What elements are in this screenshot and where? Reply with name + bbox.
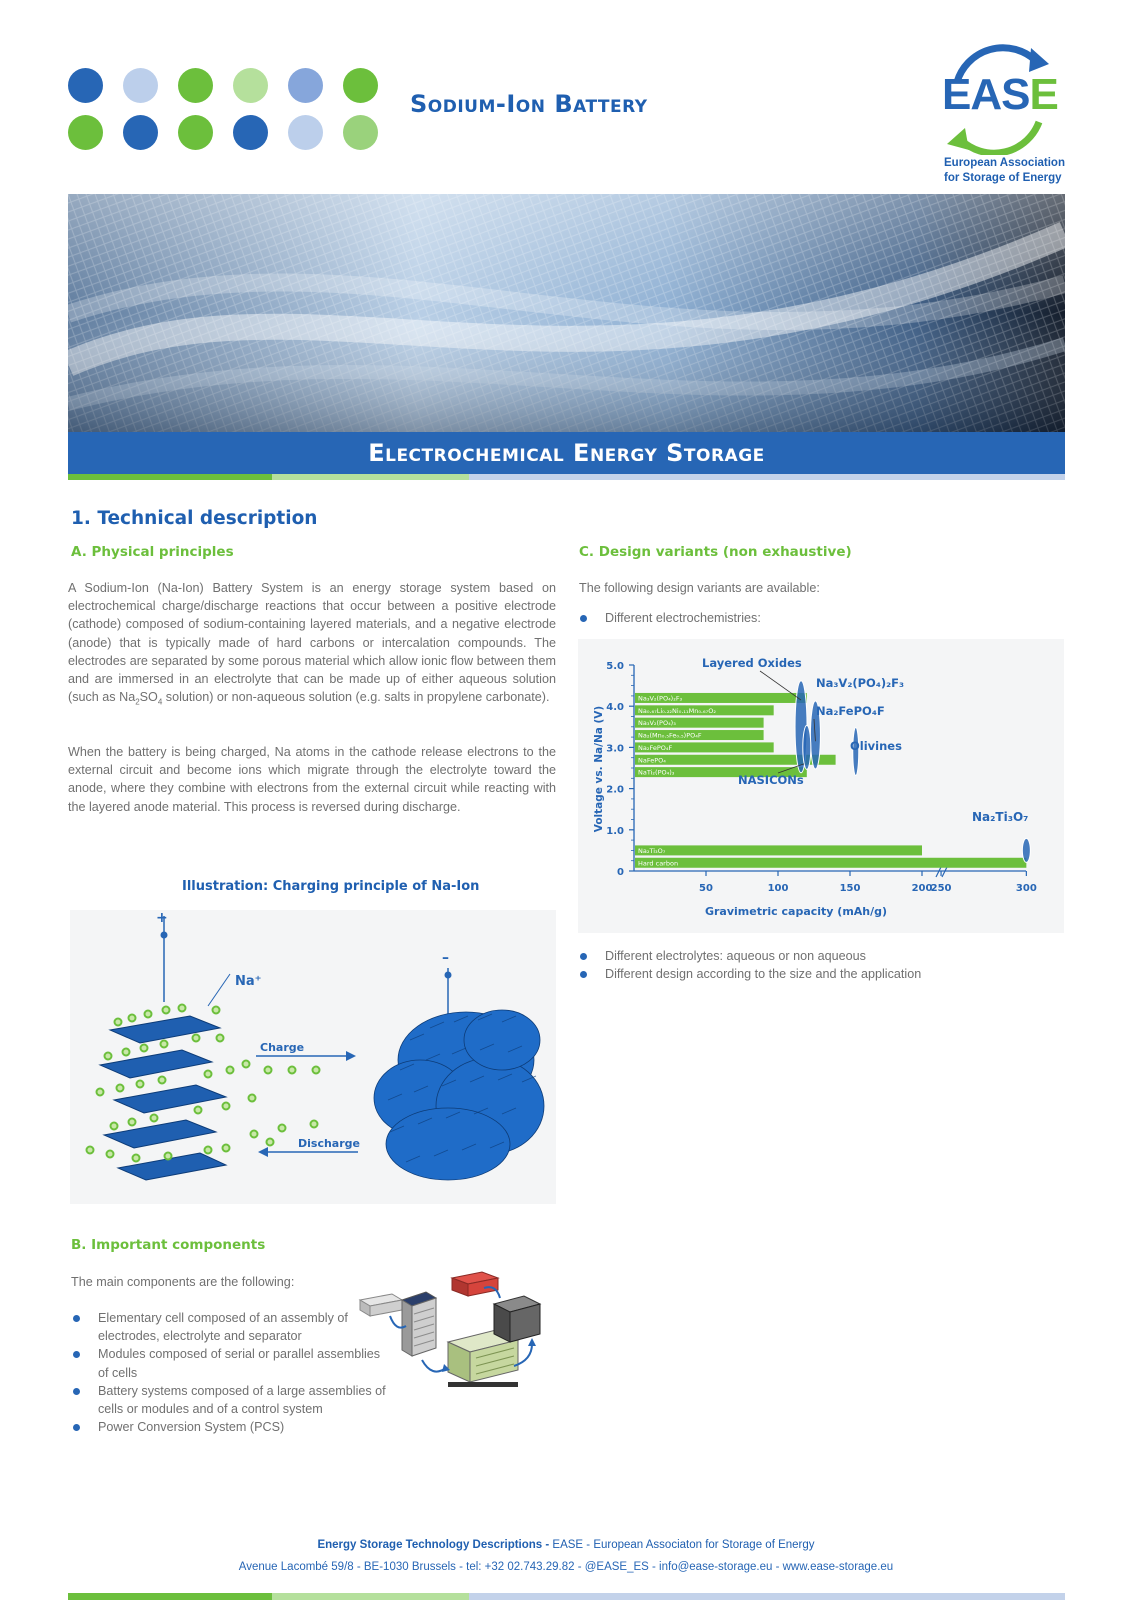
list-item: Battery systems composed of a large assemblies of cells or modules and of a control system [72, 1382, 390, 1418]
bar-label: NaFePO₄ [638, 756, 666, 765]
dot [288, 68, 323, 103]
list-item: Power Conversion System (PCS) [72, 1418, 390, 1436]
physical-principles-paragraph-2: When the battery is being charged, Na atoms in the cathode release electrons to the external circuit and become ions which migrate through the electrolyte toward the anode, where they combine with electrons from the external circuit while reacting with the layered anode material. This process is reversed during discharge. [68, 745, 556, 814]
annotation-nasicon-fluoride: Na₃V₂(PO₄)₂F₃ [816, 676, 905, 690]
dot [123, 115, 158, 150]
x-axis-title: Gravimetric capacity (mAh/g) [704, 905, 888, 918]
annotation-olivines: Olivines [850, 739, 902, 753]
charge-label: Charge [260, 1041, 305, 1054]
bar-label: Na₀.₆₇Li₀.₂₂Ni₀.₁₁Mn₀.₆₇O₂ [638, 706, 716, 715]
footer-stripe-light-green [272, 1593, 469, 1600]
bar-label: Na₂Ti₃O₇ [638, 846, 666, 855]
y-tick-label: 5.0 [606, 661, 624, 672]
chart-bar [635, 845, 922, 855]
y-tick-label: 3.0 [606, 743, 624, 755]
list-item: Different electrolytes: aqueous or non aqueous [579, 947, 1049, 965]
dot [343, 68, 378, 103]
nasicon-region [803, 725, 811, 769]
dot [68, 115, 103, 150]
x-tick-label: 150 [839, 883, 861, 894]
section-banner: Electrochemical Energy Storage [68, 432, 1065, 474]
x-tick-label: 50 [699, 883, 713, 894]
section-title: 1. Technical description [71, 508, 318, 529]
dot [233, 115, 268, 150]
footer-stripe-green [68, 1593, 272, 1600]
y-tick-label: 4.0 [606, 702, 624, 714]
components-list [72, 1309, 390, 1436]
banner-stripe-light-green [272, 474, 469, 480]
dot [178, 68, 213, 103]
y-axis-title: Voltage vs. Na/Na (V) [593, 705, 605, 833]
positive-terminal-label: + [156, 910, 168, 926]
bar-label: Na₃V₂(PO₄)₂F₃ [638, 694, 683, 703]
logo-subtitle: European Association for Storage of Energy [944, 157, 1065, 184]
list-item: Elementary cell composed of an assembly of electrodes, electrolyte and separator [72, 1309, 390, 1345]
annotation-layered-oxides: Layered Oxides [702, 656, 802, 670]
components-illustration [356, 1270, 556, 1400]
illustration-caption: Illustration: Charging principle of Na-Ion [182, 879, 480, 894]
chart-plot [578, 639, 1064, 933]
x-tick-label: 300 [1015, 883, 1037, 894]
dot [68, 68, 103, 103]
annotation-na2ti3o7: Na₂Ti₃O₇ [972, 810, 1029, 824]
bar-label: NaTi₂(PO₄)₃ [638, 768, 675, 777]
components-heading: B. Important components [71, 1237, 266, 1253]
negative-terminal-label: – [442, 950, 449, 966]
design-variants-heading: C. Design variants (non exhaustive) [579, 544, 852, 560]
x-tick-label: 250 [930, 883, 952, 894]
cell-icon [360, 1294, 402, 1316]
bar-label: Na₃V₂(PO₄)₃ [638, 719, 676, 728]
y-tick-label: 0 [617, 867, 624, 878]
components-intro: The main components are the following: [71, 1275, 295, 1289]
dot [233, 68, 268, 103]
charging-illustration [70, 910, 556, 1204]
chart-bar [635, 858, 1026, 868]
discharge-label: Discharge [298, 1137, 360, 1150]
footer-line-1: Energy Storage Technology Descriptions - EASE - European Associaton for Storage of Energy [317, 1539, 815, 1551]
design-variants-intro: The following design variants are available: [579, 581, 820, 595]
sodium-ion-label: Na⁺ [235, 974, 262, 989]
logo-wordmark: EASE [942, 70, 1058, 119]
x-tick-label: 100 [767, 883, 789, 894]
footer-line-2: Avenue Lacombé 59/8 - BE-1030 Brussels - tel: +32 02.743.29.82 - @EASE_ES - info@ease-storage.eu - www.ease-storage.eu [238, 1561, 894, 1573]
design-variants-list-2 [579, 947, 1049, 983]
y-tick-label: 1.0 [606, 825, 624, 837]
physical-principles-paragraph-1: A Sodium-Ion (Na-Ion) Battery System is an energy storage system based on electrochemical charge/discharge reactions that occur between a positive electrode (cathode) composed of sodium-containing layered materials, and a negative electrode (anode) that is typically made of hard carbons or intercalation compounds. The electrodes are separated by some porous material which allow ionic flow between them and are immersed in an electrolyte that can be made up of either aqueous solution (such as $Na_2SO_4$ solution) or non-aqueous solution (e.g. salts in propylene carbonate). [68, 581, 556, 707]
dot [343, 115, 378, 150]
banner-stripe-light-blue [469, 474, 1065, 480]
design-variants-list-1 [579, 609, 1049, 627]
na2ti3o7-region [1022, 838, 1030, 862]
dot [288, 115, 323, 150]
page-title: Sodium-Ion Battery [410, 90, 648, 118]
x-tick-label: 200 [911, 883, 933, 894]
capacity-voltage-chart [578, 639, 1064, 933]
y-tick-label: 2.0 [606, 784, 624, 796]
pcs-icon [452, 1272, 540, 1342]
annotation-na2fepo4f: Na₂FePO₄F [816, 704, 885, 718]
physical-principles-heading: A. Physical principles [71, 544, 234, 560]
dot [178, 115, 213, 150]
banner-stripe-green [68, 474, 272, 480]
hero-image [68, 194, 1065, 432]
bar-label: Na₂(Mn₀.₅Fe₀.₅)PO₄F [638, 731, 702, 740]
footer-stripe-light-blue [469, 1593, 1065, 1600]
dot [123, 68, 158, 103]
list-item: Different design according to the size and the application [579, 965, 1049, 983]
bar-label: Na₂FePO₄F [638, 743, 673, 752]
list-item: Different electrochemistries: [579, 609, 1049, 627]
list-item: Modules composed of serial or parallel assemblies of cells [72, 1345, 390, 1381]
module-icon [402, 1292, 436, 1356]
bar-label: Hard carbon [638, 859, 679, 868]
annotation-nasicons: NASICONs [738, 773, 804, 787]
